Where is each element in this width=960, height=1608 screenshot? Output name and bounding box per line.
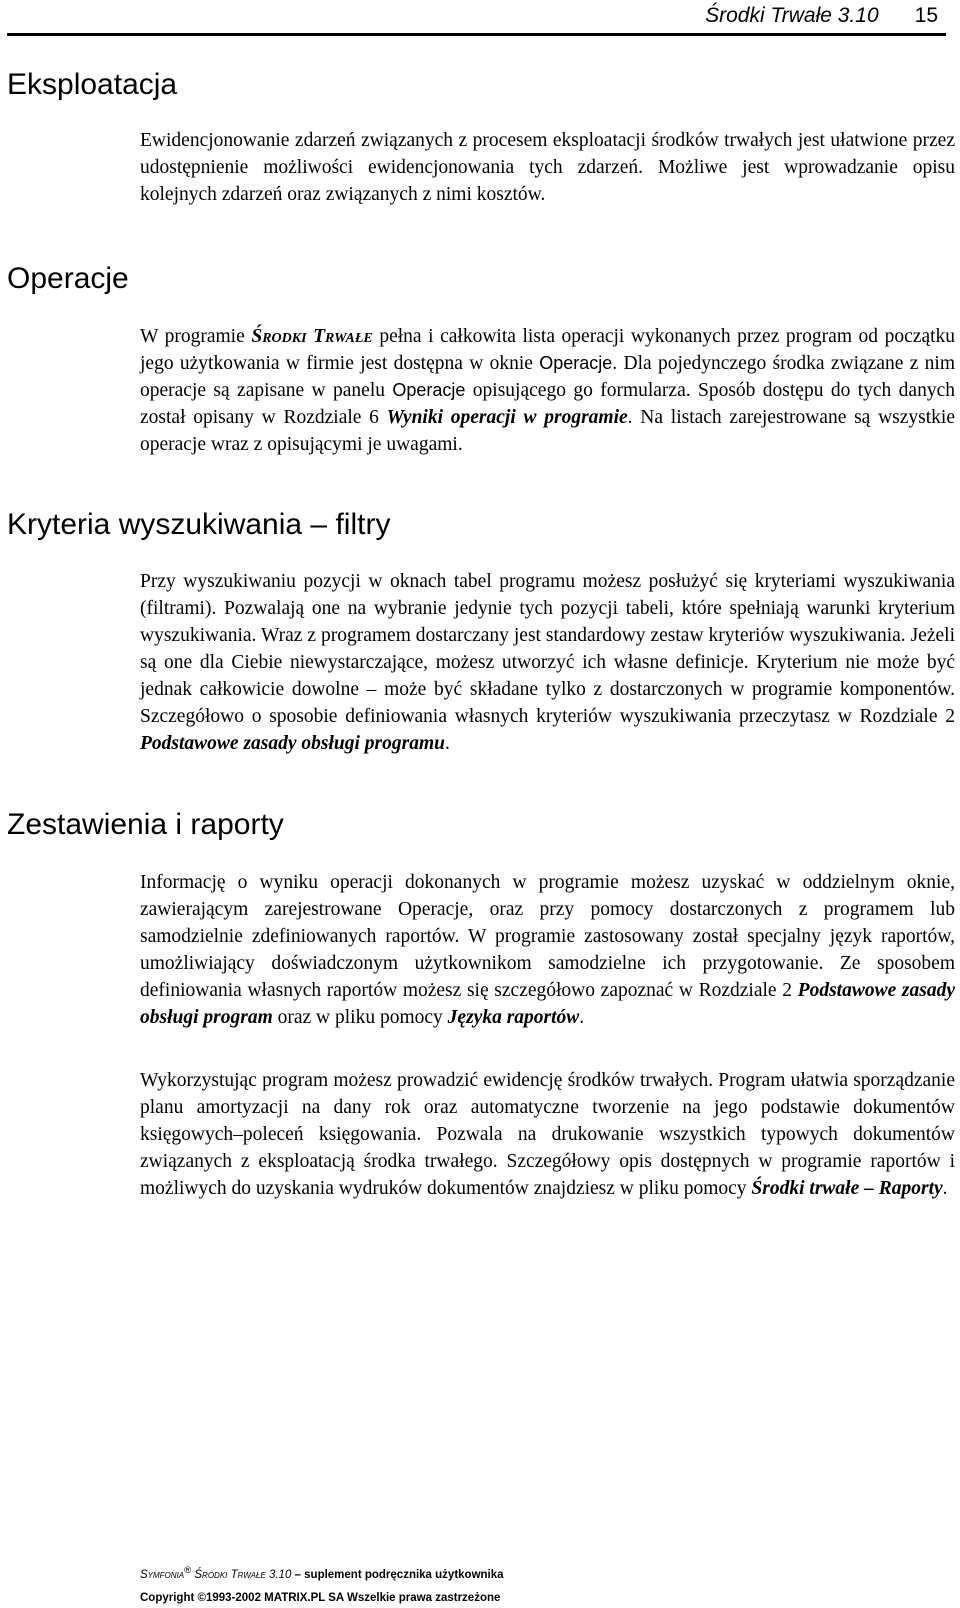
footer-product-name: Środki Trwałe 3.10	[191, 1568, 292, 1581]
text-run: .	[445, 733, 450, 754]
heading-operacje: Operacje	[7, 262, 129, 295]
chapter-reference: Wyniki operacji w programie	[386, 407, 628, 428]
footer-copyright: Copyright ©1993-2002 MATRIX.PL SA Wszelkie prawa zastrzeżone	[140, 1592, 501, 1604]
program-name: Środki Trwałe	[251, 326, 373, 347]
paragraph-kryteria	[140, 568, 955, 757]
text-run: oraz w pliku pomocy	[272, 1007, 448, 1028]
text-run: . Dla pojedynczego środka związane z nim operacje są zapisane w panelu	[140, 353, 955, 401]
footer-product: Symfonia	[140, 1568, 185, 1581]
text-run: .	[942, 1178, 948, 1199]
text-run: Przy wyszukiwaniu pozycji w oknach tabel programu możesz posłużyć się kryteriami wyszukiwania (filtrami). Pozwalają one na wybranie jedynie tych pozycji tabeli, które spełniają warunki kryterium wyszukiwania. Wraz z programem dostarczany jest standardowy zestaw kryteriów wyszukiwania. Jeżeli są one dla Ciebie niewystarczające, możesz utworzyć ich własne definicje. Kryterium nie może być jednak całkowicie dowolne – może być składane tylko z dostarczonych w programie komponentów. Szczegółowo o sposobie definiowania własnych kryteriów wyszukiwania przeczytasz w Rozdziale 2	[140, 571, 955, 727]
text-run: Wykorzystując program możesz prowadzić ewidencję środków trwałych. Program ułatwia sporządzanie planu amortyzacji na dany rok oraz automatyczne tworzenie na jego podstawie dokumentów księgowych–poleceń księgowania. Pozwala na drukowanie wszystkich typowych dokumentów związanych z eksploatacją środka trwałego. Szczegółowy opis dostępnych w programie raportów i możliwych do uzyskania wydruków dokumentów znajdziesz w pliku pomocy	[140, 1070, 955, 1199]
page-number: 15	[914, 4, 938, 27]
chapter-reference: Podstawowe zasady obsługi programu	[140, 733, 446, 754]
help-file-reference: Języka raportów	[447, 1007, 580, 1028]
paragraph-zestawienia-1	[140, 869, 955, 1031]
paragraph-zestawienia-2	[140, 1067, 955, 1202]
heading-eksploatacja: Eksploatacja	[7, 68, 178, 101]
chapter-reference: Podstawowe zasady obsługi program	[140, 980, 956, 1028]
registered-mark: ®	[184, 1565, 192, 1576]
text-run: Informację o wyniku operacji dokonanych w programie możesz uzyskać w oddzielnym oknie, zawierającym zarejestrowane Operacje, oraz przy pomocy dostarczonych z programem lub samodzielnie zdefiniowanych raportów. W programie zastosowany został specjalny język raportów, umożliwiający doświadczonym użytkownikom samodzielne ich przygotowanie. Ze sposobem definiowania własnych raportów możesz się szczegółowo zapoznać w Rozdziale 2	[140, 872, 955, 1001]
header-rule	[7, 33, 946, 36]
footer-product-line	[140, 1565, 504, 1581]
header-title: Środki Trwałe 3.10	[705, 4, 879, 27]
paragraph-operacje	[140, 323, 955, 458]
paragraph-eksploatacja: Ewidencjonowanie zdarzeń związanych z procesem eksploatacji środków trwałych jest ułatwione przez udostępnienie możliwości ewidencjonowania tych zdarzeń. Możliwe jest wprowadzanie opisu kolejnych zdarzeń oraz związanych z nimi kosztów.	[140, 130, 955, 205]
window-name: Operacje	[539, 353, 613, 373]
text-run: pełna i całkowita lista operacji wykonanych przez program od początku jego użytkowania w firmie jest dostępna w oknie	[140, 326, 956, 374]
page-header	[0, 0, 960, 34]
heading-zestawienia: Zestawienia i raporty	[7, 808, 284, 841]
footer-suffix: – suplement podręcznika użytkownika	[291, 1568, 504, 1581]
panel-name: Operacje	[392, 380, 466, 400]
text-run: W programie	[140, 326, 252, 347]
text-run: . Na listach zarejestrowane są wszystkie operacje wraz z opisującymi je uwagami.	[140, 407, 955, 455]
help-file-reference: Środki trwałe – Raporty	[751, 1178, 943, 1199]
header-text	[705, 4, 938, 28]
text-run: .	[579, 1007, 585, 1028]
heading-kryteria: Kryteria wyszukiwania – filtry	[7, 508, 391, 541]
text-run: opisującego go formularza. Sposób dostępu do tych danych został opisany w Rozdziale 6	[140, 380, 955, 428]
